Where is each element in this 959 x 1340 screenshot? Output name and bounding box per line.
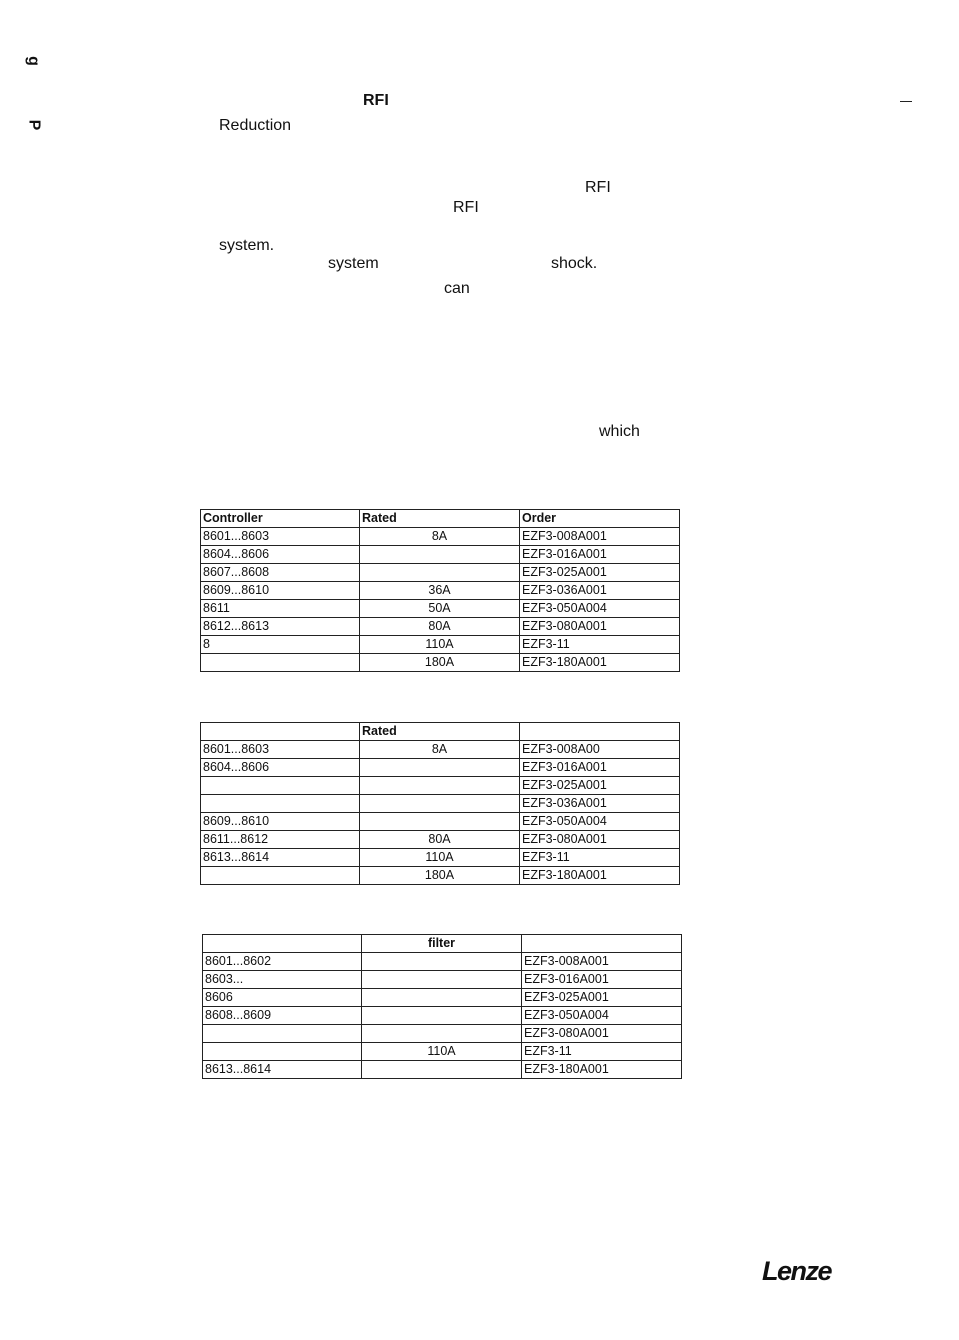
table-row [201,795,680,813]
table-row [203,953,682,971]
table-row [201,831,680,849]
table-row [201,867,680,885]
rated-cell [360,564,520,582]
controller-cell: 8607...8608 [201,564,360,582]
rated-cell [360,795,520,813]
order-cell: EZF3-008A001 [520,528,680,546]
rated-cell [362,1007,522,1025]
table-row [201,849,680,867]
table-row [201,528,680,546]
table-row [201,564,680,582]
rated-cell: 110A [360,849,520,867]
controller-cell: 8604...8606 [201,759,360,777]
controller-cell: 8609...8610 [201,582,360,600]
order-cell: EZF3-025A001 [520,564,680,582]
rfi-word-2: RFI [585,179,611,196]
order-cell: EZF3-050A004 [520,813,680,831]
header-order [520,723,680,741]
rated-cell: 180A [360,654,520,672]
table-header-row [201,510,680,528]
table-row [201,582,680,600]
controller-cell: 8612...8613 [201,618,360,636]
order-cell: EZF3-036A001 [520,582,680,600]
controller-cell: 8613...8614 [203,1061,362,1079]
rated-cell [362,1061,522,1079]
rated-cell [362,989,522,1007]
header-rated: Rated [360,723,520,741]
header-rated: Rated [360,510,520,528]
header-controller [201,723,360,741]
table-row [203,1007,682,1025]
rated-cell [362,953,522,971]
shock-word: shock. [551,255,598,272]
reduction-word: Reduction [219,117,292,134]
order-cell: EZF3-016A001 [520,759,680,777]
system-word-2: system [328,255,379,272]
table-row [203,989,682,1007]
table-row [203,1043,682,1061]
order-cell: EZF3-025A001 [520,777,680,795]
table-header-row [201,723,680,741]
order-cell: EZF3-008A001 [522,953,682,971]
controller-cell [203,1043,362,1061]
table-row [201,546,680,564]
order-cell: EZF3-180A001 [520,654,680,672]
table-row [203,1061,682,1079]
order-cell: EZF3-11 [522,1043,682,1061]
rated-cell: 8A [360,528,520,546]
order-cell: EZF3-11 [520,636,680,654]
controller-cell: 8601...8602 [203,953,362,971]
controller-cell [201,777,360,795]
rated-cell [360,777,520,795]
rated-cell: 180A [360,867,520,885]
rated-cell: 110A [362,1043,522,1061]
header-controller [203,935,362,953]
order-cell: EZF3-050A004 [520,600,680,618]
order-cell: EZF3-080A001 [520,618,680,636]
table-row [201,636,680,654]
order-cell: EZF3-180A001 [520,867,680,885]
order-cell: EZF3-008A00 [520,741,680,759]
which-word: which [599,423,640,440]
rated-cell [360,759,520,777]
rated-cell [360,813,520,831]
controller-cell [201,795,360,813]
controller-cell: 8611...8612 [201,831,360,849]
header-controller: Controller [201,510,360,528]
header-filter: filter [362,935,522,953]
table-row [203,971,682,989]
order-cell: EZF3-080A001 [520,831,680,849]
rated-cell [362,971,522,989]
can-word: can [444,280,470,297]
margin-mark-g: g [24,56,42,66]
controller-cell: 8604...8606 [201,546,360,564]
rated-cell: 110A [360,636,520,654]
controller-cell [201,654,360,672]
order-cell: EZF3-11 [520,849,680,867]
table-row [203,1025,682,1043]
order-cell: EZF3-025A001 [522,989,682,1007]
filter-table-1 [200,509,680,672]
controller-cell [201,867,360,885]
order-cell: EZF3-016A001 [520,546,680,564]
table-row [201,813,680,831]
order-cell: EZF3-080A001 [522,1025,682,1043]
table-header-row [203,935,682,953]
lenze-logo: Lenze [762,1256,832,1286]
controller-cell: 8613...8614 [201,849,360,867]
table-row [201,618,680,636]
order-cell: EZF3-016A001 [522,971,682,989]
rated-cell: 36A [360,582,520,600]
order-cell: EZF3-050A004 [522,1007,682,1025]
rfi-heading: RFI [363,92,389,109]
controller-cell: 8606 [203,989,362,1007]
table-row [201,777,680,795]
order-cell: EZF3-036A001 [520,795,680,813]
system-word-1: system. [219,237,275,254]
table-row [201,741,680,759]
controller-cell: 8601...8603 [201,741,360,759]
order-cell: EZF3-180A001 [522,1061,682,1079]
header-order: Order [520,510,680,528]
controller-cell [203,1025,362,1043]
controller-cell: 8608...8609 [203,1007,362,1025]
controller-cell: 8601...8603 [201,528,360,546]
filter-table-3 [202,934,682,1079]
controller-cell: 8609...8610 [201,813,360,831]
corner-dash [900,101,912,102]
controller-cell: 8603... [203,971,362,989]
table-row [201,600,680,618]
rfi-word-3: RFI [453,199,479,216]
rated-cell: 8A [360,741,520,759]
filter-table-2 [200,722,680,885]
controller-cell: 8 [201,636,360,654]
controller-cell: 8611 [201,600,360,618]
rated-cell [360,546,520,564]
rated-cell: 80A [360,831,520,849]
table-row [201,654,680,672]
rated-cell: 80A [360,618,520,636]
rated-cell [362,1025,522,1043]
rated-cell: 50A [360,600,520,618]
header-order [522,935,682,953]
margin-mark-p: P [25,119,43,131]
table-row [201,759,680,777]
